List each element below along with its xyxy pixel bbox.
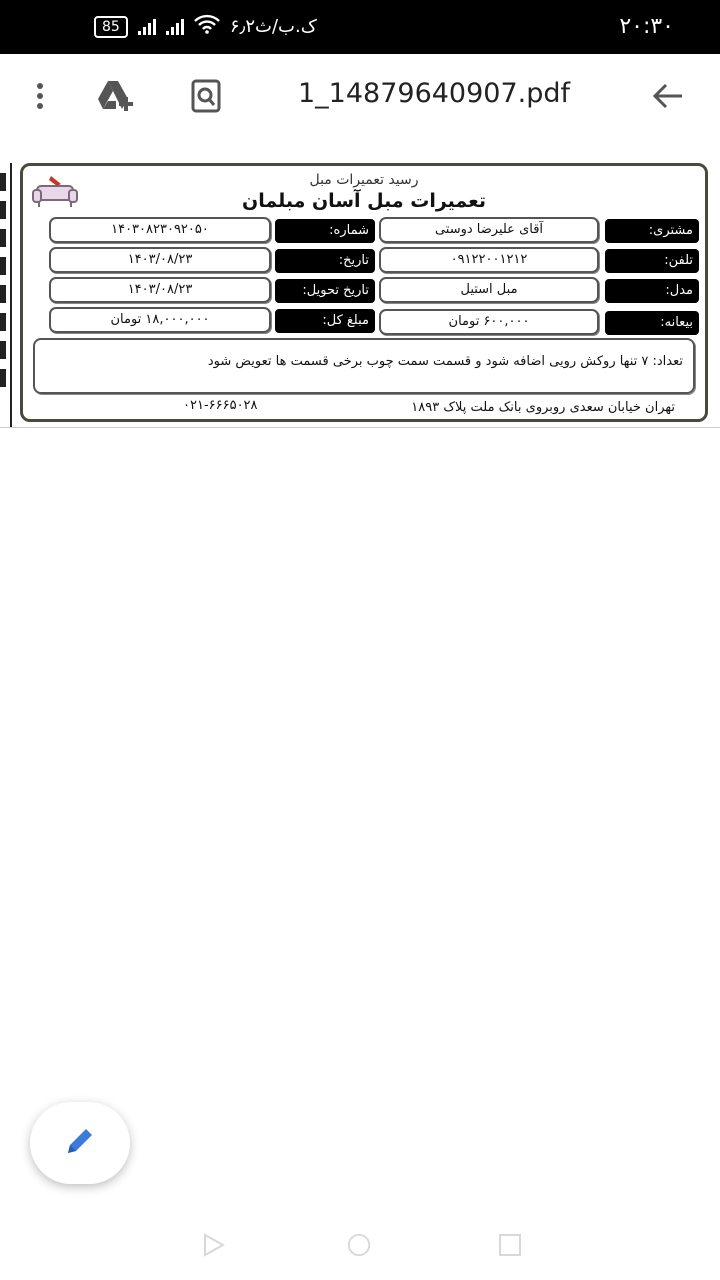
notes-box: تعداد: ۷ تنها روکش رویی اضافه شود و قسمت سمت چوب برخی قسمت ها تعویض شود (33, 338, 695, 394)
sofa-logo-icon (31, 172, 79, 210)
deposit-label: بیعانه: (605, 311, 699, 335)
search-document-icon[interactable] (184, 74, 228, 118)
status-time: ۲۰:۳۰ (619, 14, 674, 39)
deposit-value: ۶۰۰,۰۰۰ تومان (379, 309, 599, 335)
signal-icon (138, 19, 156, 35)
receipt-page (20, 163, 708, 422)
edit-button[interactable] (30, 1102, 130, 1184)
phone-label: تلفن: (605, 249, 699, 273)
shop-phone: ۰۲۱-۶۶۶۵۰۲۸ (183, 398, 258, 413)
nav-back-icon[interactable] (200, 1232, 226, 1258)
model-label: مدل: (605, 279, 699, 303)
signal-icon-2 (166, 19, 184, 35)
more-vert-icon[interactable] (18, 74, 62, 118)
edit-pencil-icon (62, 1123, 98, 1163)
navigation-bar (0, 1210, 720, 1280)
total-value: ۱۸,۰۰۰,۰۰۰ تومان (49, 307, 271, 333)
total-label: مبلغ کل: (275, 309, 375, 333)
shop-address: تهران خیابان سعدی روبروی بانک ملت پلاک ۱۸۹۳ (411, 400, 675, 415)
page-divider (0, 427, 720, 428)
number-value: ۱۴۰۳۰۸۲۳۰۹۲۰۵۰ (49, 217, 271, 243)
customer-value: آقای علیرضا دوستی (379, 217, 599, 243)
receipt-subtitle: رسید تعمیرات مبل (309, 172, 419, 188)
adjacent-page-edge (0, 163, 12, 428)
status-bar (0, 0, 720, 54)
wifi-icon (194, 14, 220, 39)
shop-name: تعمیرات مبل آسان مبلمان (241, 190, 486, 212)
delivery-date-label: تاریخ تحویل: (275, 279, 375, 303)
phone-value: ۰۹۱۲۲۰۰۱۲۱۲ (379, 247, 599, 273)
customer-label: مشتری: (605, 219, 699, 243)
back-arrow-icon[interactable] (646, 74, 690, 118)
nav-home-icon[interactable] (346, 1232, 372, 1258)
nav-recents-icon[interactable] (497, 1232, 523, 1258)
number-label: شماره: (275, 219, 375, 243)
delivery-date-value: ۱۴۰۳/۰۸/۲۳ (49, 277, 271, 303)
date-label: تاریخ: (275, 249, 375, 273)
network-speed: ۶٫۲ک.ب/ث (229, 16, 317, 37)
document-title: 1_14879640907.pdf (298, 78, 571, 109)
toolbar (0, 54, 720, 141)
model-value: مبل استیل (379, 277, 599, 303)
battery-icon: 85 (94, 16, 128, 38)
date-value: ۱۴۰۳/۰۸/۲۳ (49, 247, 271, 273)
drive-add-icon[interactable] (94, 74, 138, 118)
status-left (94, 14, 317, 39)
